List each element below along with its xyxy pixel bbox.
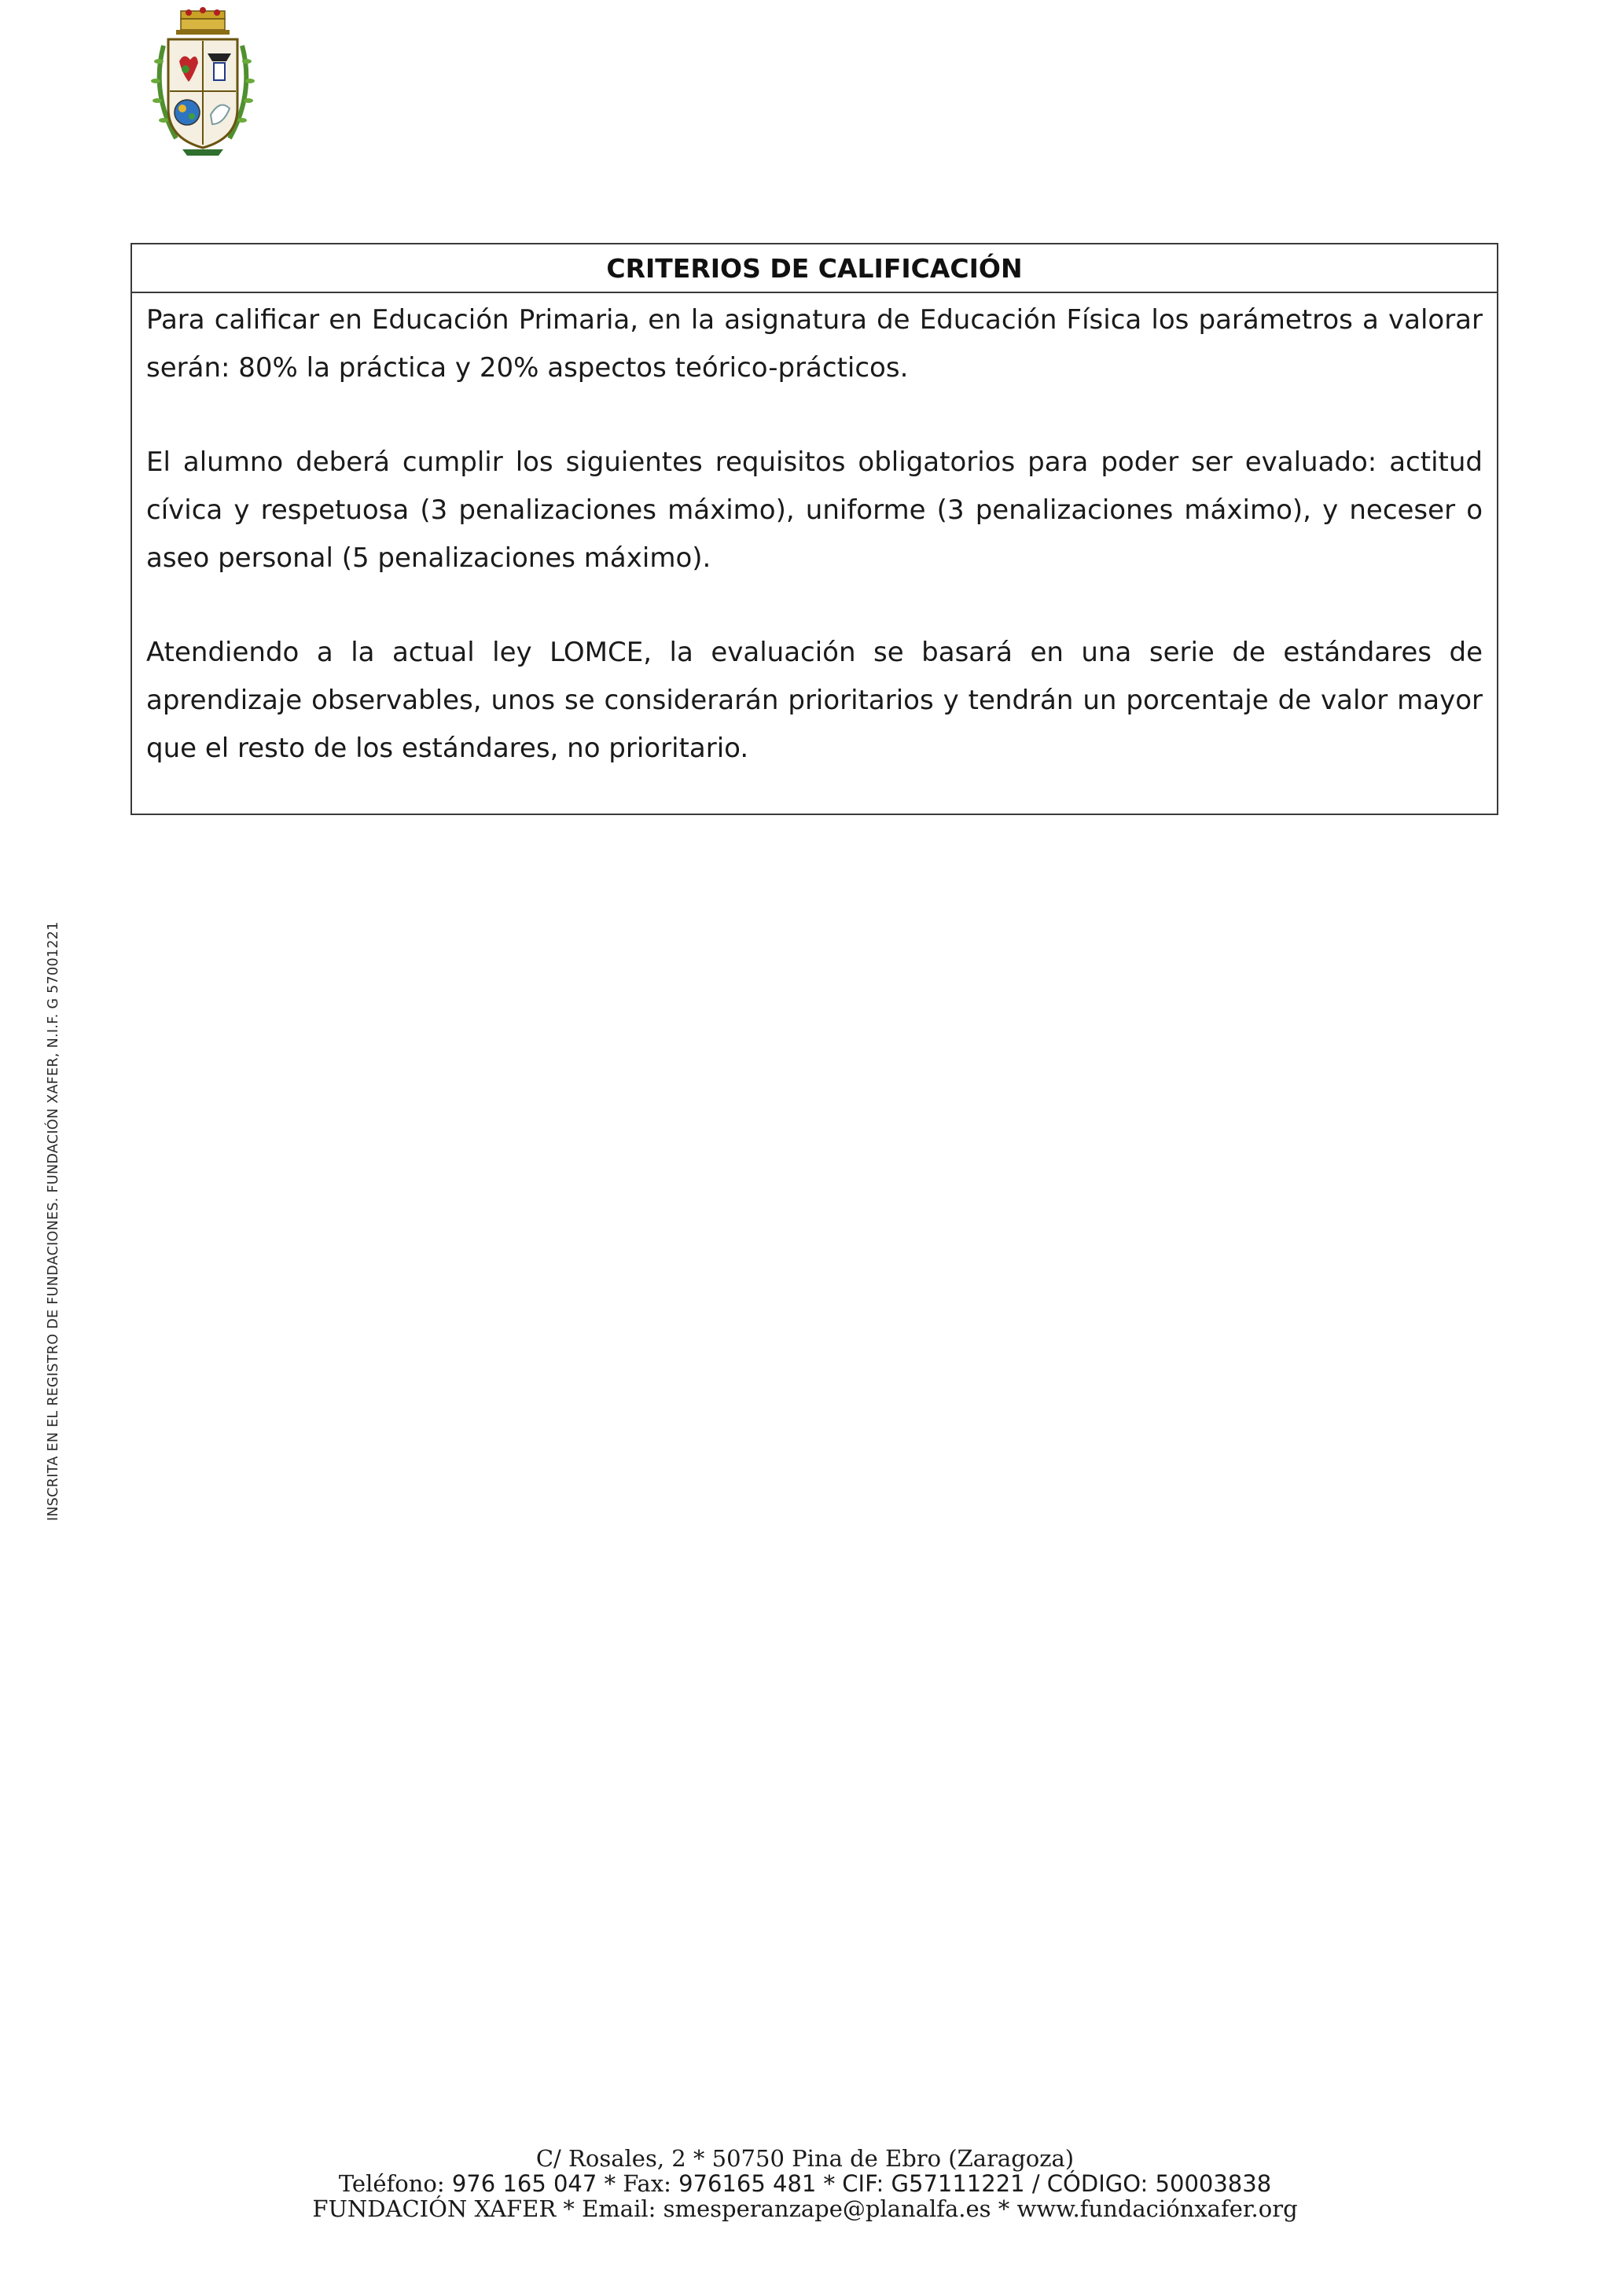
email-label: Email: <box>582 2195 656 2222</box>
cif-code: CIF: G57111221 / CÓDIGO: 50003838 <box>842 2170 1272 2197</box>
footer-address: C/ Rosales, 2 * 50750 Pina de Ebro (Zaragoza) <box>535 2145 1075 2172</box>
school-crest-icon <box>148 6 258 157</box>
criteria-title: CRITERIOS DE CALIFICACIÓN <box>132 244 1497 293</box>
footer <box>0 2146 1610 2221</box>
phone-label: Teléfono: <box>338 2170 445 2197</box>
separator: * <box>823 2170 843 2197</box>
email-link[interactable]: smesperanzape@planalfa.es <box>663 2195 991 2222</box>
criteria-paragraph: Atendiendo a la actual ley LOMCE, la evaluación se basará en una serie de estándares de aprendizaje observables, unos se considerarán prioritarios y tendrán un porcentaje de valor mayor que el resto de los estándares, no prioritario. <box>146 637 1483 764</box>
separator: * <box>563 2195 583 2222</box>
separator: * <box>998 2195 1017 2222</box>
registry-note: INSCRITA EN EL REGISTRO DE FUNDACIONES. FUNDACIÓN XAFER, N.I.F. G 57001221 <box>46 921 61 1521</box>
foundation-name: FUNDACIÓN XAFER <box>312 2195 557 2222</box>
fax-label: Fax: <box>623 2170 671 2197</box>
footer-contact-line <box>0 2171 1610 2196</box>
website-link[interactable]: www.fundaciónxafer.org <box>1016 2195 1298 2222</box>
criteria-paragraph: El alumno deberá cumplir los siguientes requisitos obligatorios para poder ser evaluado: actitud cívica y respetuosa (3 penalizaciones máximo), uniforme (3 penalizaciones máximo), y neceser o aseo personal (5 penalizaciones máximo). <box>146 446 1483 574</box>
criteria-paragraph: Para calificar en Educación Primaria, en la asignatura de Educación Física los parámetros a valorar serán: 80% la práctica y 20% aspectos teórico-prácticos. <box>146 304 1483 384</box>
criteria-box <box>130 243 1498 815</box>
phone-number: 976 165 047 <box>451 2170 597 2197</box>
footer-foundation-line <box>0 2196 1610 2221</box>
criteria-body <box>132 293 1497 773</box>
fax-number: 976165 481 <box>678 2170 817 2197</box>
separator: * <box>604 2170 623 2197</box>
